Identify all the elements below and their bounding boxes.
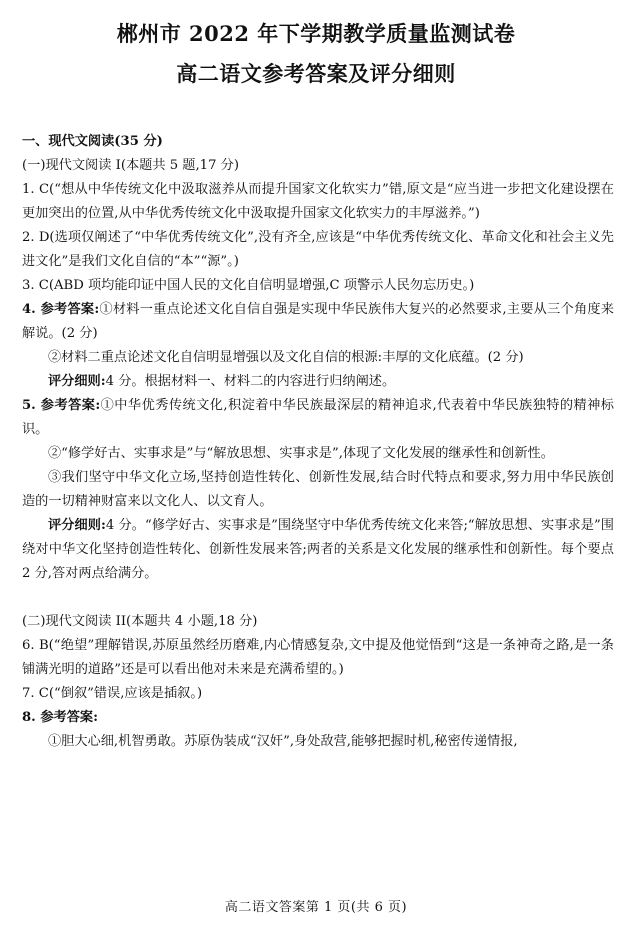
q4-point-2: ②材料二重点论述文化自信明显增强以及文化自信的根源:丰厚的文化底蕴。(2 分) xyxy=(48,350,524,365)
answer-q3: 3. C(ABD 项均能印证中国人民的文化自信明显增强,C 项警示人民勿忘历史。) xyxy=(22,278,475,293)
q5-rule-label: 评分细则: xyxy=(48,518,106,533)
q5-point-1: ①中华优秀传统文化,积淀着中华民族最深层的精神追求,代表着中华民族独特的精神标识。 xyxy=(22,398,614,437)
q8-point-1: ①胆大心细,机智勇敢。苏原伪装成“汉奸”,身处敌营,能够把握时机,秘密传递情报, xyxy=(48,734,518,749)
q5-answer-label: 5. 参考答案: xyxy=(22,398,101,413)
q8-answer-label: 8. 参考答案: xyxy=(22,710,98,725)
answer-q6: 6. B(“绝望”理解错误,苏原虽然经历磨难,内心情感复杂,文中提及他觉悟到“这是一条神奇之路,是一条铺满光明的道路”还是可以看出他对未来是充满希望的。) xyxy=(22,638,614,677)
exam-title: 郴州市 2022 年下学期教学质量监测试卷 xyxy=(116,21,516,46)
answer-q4 xyxy=(22,298,614,346)
exam-subtitle: 高二语文参考答案及评分细则 xyxy=(176,61,456,86)
subsection-heading-reading-1: (一)现代文阅读 I(本题共 5 题,17 分) xyxy=(22,158,239,173)
q5-point-3: ③我们坚守中华文化立场,坚持创造性转化、创新性发展,结合时代特点和要求,努力用中华民族创造的一切精神财富来以文化人、以文育人。 xyxy=(22,470,614,509)
q5-point-2: ②“修学好古、实事求是”与“解放思想、实事求是”,体现了文化发展的继承性和创新性。 xyxy=(48,446,554,461)
section-spacer xyxy=(22,586,614,610)
q4-point-1: ①材料一重点论述文化自信自强是实现中华民族伟大复兴的必然要求,主要从三个角度来解说。(2 分) xyxy=(22,302,614,341)
q5-rule-text: 4 分。“修学好古、实事求是”围绕坚守中华优秀传统文化来答;“解放思想、实事求是”围绕对中华文化坚持创造性转化、创新性发展来答;两者的关系是文化发展的继承性和创新性。每个要点 2 分,答对两点给满分。 xyxy=(22,518,614,581)
answer-q5 xyxy=(22,394,614,442)
page-footer: 高二语文答案第 1 页(共 6 页) xyxy=(224,900,408,915)
q4-scoring-rule xyxy=(22,370,614,394)
answer-q1: 1. C(“想从中华传统文化中汲取滋养从而提升国家文化软实力”错,原文是“应当进一步把文化建设摆在更加突出的位置,从中华优秀传统文化中汲取提升国家文化软实力的丰厚滋养。”) xyxy=(22,182,614,221)
answer-q7: 7. C(“倒叙”错误,应该是插叙。) xyxy=(22,686,203,701)
q4-rule-text: 4 分。根据材料一、材料二的内容进行归纳阐述。 xyxy=(105,374,396,389)
answer-q2: 2. D(选项仅阐述了“中华优秀传统文化”,没有齐全,应该是“中华优秀传统文化、革命文化和社会主义先进文化”是我们文化自信的“本”“源”。) xyxy=(22,230,614,269)
q5-scoring-rule xyxy=(22,514,614,586)
q4-rule-label: 评分细则: xyxy=(48,374,106,389)
subsection-heading-reading-2: (二)现代文阅读 II(本题共 4 小题,18 分) xyxy=(22,614,258,629)
section-heading-modern-reading: 一、现代文阅读(35 分) xyxy=(22,134,163,149)
answer-content xyxy=(22,130,614,754)
q4-answer-label: 4. 参考答案: xyxy=(22,302,100,317)
